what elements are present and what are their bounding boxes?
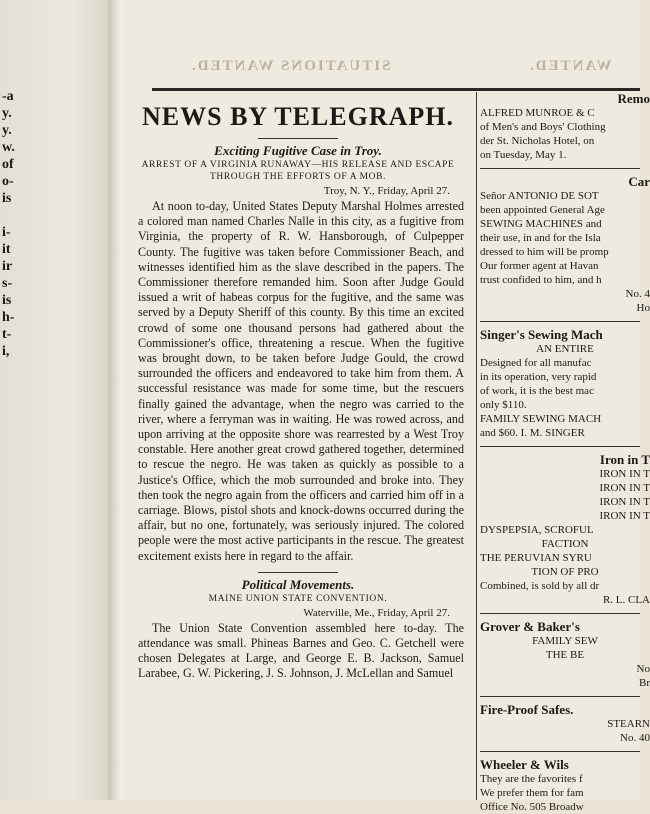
ad-line: FAMILY SEWING MACH [480, 413, 602, 425]
left-column-line: s- [2, 276, 13, 291]
left-column-line: w. [2, 140, 15, 155]
ad-line: been appointed General Age [480, 204, 605, 216]
bleed-through-heading-right: WANTED. [528, 58, 612, 74]
ad-line: Designed for all manufac [480, 357, 592, 369]
ad-line: Ho [636, 302, 650, 314]
article2-subhead: MAINE UNION STATE CONVENTION. [208, 593, 388, 604]
column-rule [476, 92, 477, 800]
ad-line: Señor ANTONIO DE SOT [480, 190, 599, 202]
ad-line: SEWING MACHINES and [480, 218, 602, 230]
ad-line: Office No. 505 Broadw [480, 801, 584, 813]
left-column-line: h- [2, 310, 15, 325]
article1-body [124, 199, 472, 564]
ad-line: Remo [617, 91, 650, 106]
ad-line: Combined, is sold by all dr [480, 580, 600, 592]
ad-line: THE PERUVIAN SYRU [480, 552, 592, 564]
ad-line: IRON IN T [599, 510, 650, 522]
left-column-line: y. [2, 123, 12, 138]
advertisements-column [480, 92, 650, 814]
left-column-line: of [2, 157, 14, 172]
article2-paragraph: The Union State Convention assembled here to-day. The attendance was small. Phineas Barnes and Geo. C. Getchell were chosen Delegates at Large, and George E. B. Jackson, Samuel Larabee, G. W. Pickering, J. S. Johnson, J. McLellan and Samuel [138, 620, 464, 681]
top-rule [152, 88, 640, 91]
ad-line: DYSPEPSIA, SCROFUL [480, 524, 594, 536]
ad-line: Car [628, 174, 650, 189]
ad-line: Br [639, 677, 650, 689]
telegraph-column [124, 92, 472, 682]
article1-dateline: Troy, N. Y., Friday, April 27. [323, 185, 450, 197]
article1-subhead: ARREST OF A VIRGINIA RUNAWAY—HIS RELEASE AND ESCAPE THROUGH THE EFFORTS OF A MOB. [141, 160, 455, 182]
ad-line: Iron in T [599, 452, 650, 467]
left-column-line: y. [2, 106, 12, 121]
left-column-line: i- [2, 225, 11, 240]
ad-line: trust confided to him, and h [480, 274, 602, 286]
left-column-line: t- [2, 327, 12, 342]
ad-separator [480, 168, 640, 169]
article1-headline: Exciting Fugitive Case in Troy. [214, 143, 382, 158]
ad-line: STEARN [607, 718, 650, 730]
ad-line: in its operation, very rapid [480, 371, 597, 383]
ad-line: They are the favorites f [480, 773, 583, 785]
left-column-line: i, [2, 344, 10, 359]
ad-line: AN ENTIRE [536, 343, 594, 355]
ad-line: and $60. I. M. SINGER [480, 427, 585, 439]
divider [258, 572, 338, 573]
ad-line: IRON IN T [599, 482, 650, 494]
left-column-line: is [2, 191, 12, 206]
ad-line: No. 4 [625, 288, 650, 300]
article2-body [124, 621, 472, 682]
ad-separator [480, 751, 640, 752]
ad-line: THE BE [545, 649, 585, 661]
ad-separator [480, 613, 640, 614]
article2-headline: Political Movements. [241, 576, 355, 592]
ad-line: IRON IN T [599, 496, 650, 508]
divider [258, 138, 338, 139]
ad-line: dressed to him will be promp [480, 246, 609, 258]
ad-line: only $110. [480, 399, 527, 411]
article1-paragraph: At noon to-day, United States Deputy Marshal Holmes arrested a colored man named Charles Nalle in this city, as a fugitive from Virginia, the property of R. W. Hansborough, of Culpepper County. The fugitive was taken before Commissioner Beach, and witnesses identified him as the slave described in the papers. The Commissioner therefore remanded him. Soon after Judge Gould issued a writ of habeas corpus for the fugitive, and the same was served by a Deputy Sheriff of this county. By this time an excited crowd of some one thousand persons had gathered about the Commissioner's office, threatening a rescue. When the fugitive was brought down, to be taken before Judge Gould, the crowd surrounded the officers and endeavored to take him from them. A successful resistance was made for some time, but the rescuers finally gained the advantage, when the negro was carried to the river, where a ferryman was in waiting. He was rowed across, and upon arriving at the opposite shore was rearrested by a West Troy constable. Here another great crowd gathered together, determined to rescue the negro. He was taken as quickly as possible to a Justice's Office, which the mob surrounded and broke into. They then took the negro again from the officers and carried him off in a carriage. Blows, pistol shots and knock-downs occurred during the affair, but no one, fortunately, was seriously injured. The colored people were the most active participants in the rescue. The greatest excitement exists here in regard to the affair. [138, 199, 464, 563]
left-column-line: -a [2, 89, 14, 104]
ad-line: their use, in and for the Isla [480, 232, 601, 244]
ad-line: We prefer them for fam [480, 787, 584, 799]
ad-line: Singer's Sewing Mach [480, 327, 603, 342]
ad-line: of work, it is the best mac [480, 385, 594, 397]
left-page-edge [0, 0, 118, 800]
left-column-line [2, 207, 24, 224]
left-column-line: ir [2, 259, 13, 274]
ad-line: FACTION [541, 538, 589, 550]
left-column-fragments [2, 88, 24, 360]
ad-line: Wheeler & Wils [480, 757, 569, 772]
ad-line: FAMILY SEW [532, 635, 598, 647]
ad-line: Our former agent at Havan [480, 260, 599, 272]
left-column-line: it [2, 242, 11, 257]
ad-line: R. L. CLA [602, 594, 650, 606]
ad-line: of Men's and Boys' Clothing [480, 121, 606, 133]
ad-line: ALFRED MUNROE & C [480, 107, 595, 119]
ad-line: No [636, 663, 650, 675]
ad-separator [480, 696, 640, 697]
left-column-line: is [2, 293, 12, 308]
article2-dateline: Waterville, Me., Friday, April 27. [303, 606, 450, 619]
ad-line: Fire-Proof Safes. [480, 702, 574, 717]
ad-line: IRON IN T [599, 468, 650, 480]
ad-separator [480, 321, 640, 322]
ad-line: Grover & Baker's [480, 619, 580, 634]
ad-line: TION OF PRO [531, 566, 599, 578]
left-column-line: o- [2, 174, 14, 189]
ad-line: No. 40 [620, 732, 650, 744]
ad-line: on Tuesday, May 1. [480, 149, 567, 161]
ad-line: der St. Nicholas Hotel, on [480, 135, 595, 147]
bleed-through-heading-left: SITUATIONS WANTED. [190, 58, 391, 74]
ad-separator [480, 446, 640, 447]
masthead: NEWS BY TELEGRAPH. [141, 102, 454, 131]
